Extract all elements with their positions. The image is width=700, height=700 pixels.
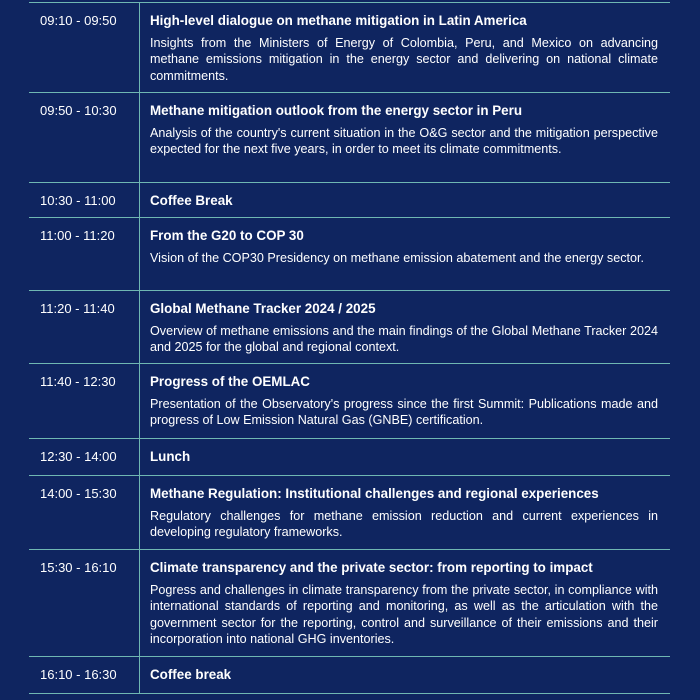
session-title: High-level dialogue on methane mitigation in Latin America bbox=[150, 13, 527, 28]
session-title: Methane mitigation outlook from the energy sector in Peru bbox=[150, 103, 523, 118]
agenda-session bbox=[140, 93, 670, 182]
agenda-table bbox=[29, 2, 670, 700]
agenda-row bbox=[29, 439, 670, 476]
agenda-session bbox=[140, 439, 670, 475]
agenda-row bbox=[29, 550, 670, 657]
session-title: Coffee break bbox=[150, 667, 232, 682]
agenda-time: 11:20 - 11:40 bbox=[29, 291, 140, 363]
session-title: Global Methane Tracker 2024 / 2025 bbox=[150, 301, 376, 316]
agenda-row bbox=[29, 364, 670, 439]
agenda-time: 12:30 - 14:00 bbox=[29, 439, 140, 475]
agenda-session bbox=[140, 291, 670, 363]
agenda-time: 16:10 - 16:30 bbox=[29, 657, 140, 693]
agenda-time: 09:50 - 10:30 bbox=[29, 93, 140, 182]
session-description: Vision of the COP30 Presidency on methane emission abatement and the energy sector. bbox=[150, 251, 645, 265]
session-description: Pogress and challenges in climate transparency from the private sector, in compliance with international standards of reporting and monitoring, as well as the articulation with the government sector for the reporting, control and surveillance of their emissions and their incorporation into national GHG inventories. bbox=[150, 583, 658, 646]
session-description: Regulatory challenges for methane emission reduction and current experiences in developing regulatory frameworks. bbox=[150, 509, 658, 540]
agenda-time: 11:40 - 12:30 bbox=[29, 364, 140, 438]
agenda-row bbox=[29, 3, 670, 93]
agenda-session bbox=[140, 476, 670, 549]
session-description: Insights from the Ministers of Energy of Colombia, Peru, and Mexico on advancing methane emissions mitigation in the energy sector and delivering on national climate commitments. bbox=[150, 36, 658, 83]
agenda-session bbox=[140, 550, 670, 656]
agenda-row bbox=[29, 476, 670, 550]
session-title: Progress of the OEMLAC bbox=[150, 374, 310, 389]
session-description: Overview of methane emissions and the main findings of the Global Methane Tracker 2024 and 2025 for the global and regional context. bbox=[150, 324, 658, 355]
agenda-row-partial bbox=[29, 694, 670, 700]
agenda-row bbox=[29, 291, 670, 364]
session-description: Analysis of the country's current situation in the O&G sector and the mitigation perspective expected for the next five years, in order to meet its climate commitments. bbox=[150, 126, 658, 157]
agenda-row bbox=[29, 657, 670, 694]
session-title: Methane Regulation: Institutional challenges and regional experiences bbox=[150, 486, 599, 501]
agenda-row bbox=[29, 183, 670, 218]
agenda-session bbox=[140, 657, 670, 693]
session-title: From the G20 to COP 30 bbox=[150, 228, 304, 243]
agenda-time: 09:10 - 09:50 bbox=[29, 3, 140, 92]
agenda-session bbox=[140, 183, 670, 217]
agenda-time: 14:00 - 15:30 bbox=[29, 476, 140, 549]
session-title: Lunch bbox=[150, 449, 191, 464]
agenda-time: 15:30 - 16:10 bbox=[29, 550, 140, 656]
agenda-time: 11:00 - 11:20 bbox=[29, 218, 140, 290]
agenda-row bbox=[29, 218, 670, 291]
agenda-session bbox=[140, 3, 670, 92]
agenda-session bbox=[140, 364, 670, 438]
agenda-row bbox=[29, 93, 670, 183]
agenda-time: 10:30 - 11:00 bbox=[29, 183, 140, 217]
agenda-session bbox=[140, 218, 670, 290]
session-title: Climate transparency and the private sector: from reporting to impact bbox=[150, 560, 593, 575]
session-title: Coffee Break bbox=[150, 193, 233, 208]
session-description: Presentation of the Observatory's progress since the first Summit: Publications made and progress of Low Emission Natural Gas (GNBE) certification. bbox=[150, 397, 658, 428]
